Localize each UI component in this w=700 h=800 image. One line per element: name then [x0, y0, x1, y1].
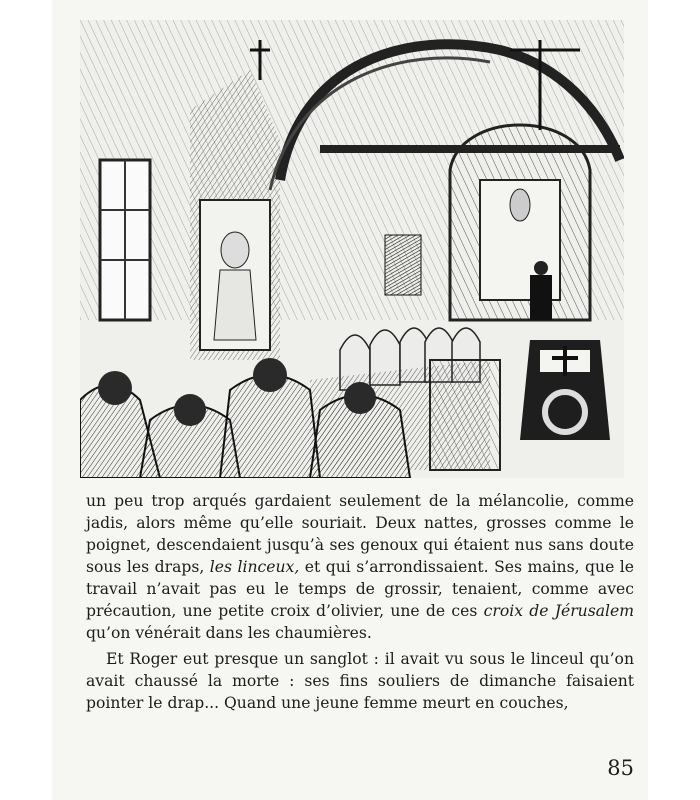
- body-text: [86, 490, 634, 714]
- paragraph-1-part-1: un peu trop arqués gardaient seulement de la mélancolie, comme jadis, alors même qu’elle souriait. Deux nattes, grosses comme le poignet, descendaient jusqu’à ses genoux qui étaient nus sans doute sous les draps,: [86, 492, 634, 576]
- italic-les-linceux: les linceux,: [209, 558, 300, 576]
- paragraph-1-part-3: qu’on vénérait dans les chaumières.: [86, 624, 372, 642]
- church-funeral-engraving: [80, 20, 624, 478]
- paragraph-1-part-2: et qui s’arrondissaient. Ses mains, que le travail n’avait pas eu le temps de grossir, tenaient, comme avec précaution, une petite croix d’olivier, une de ces: [86, 558, 634, 620]
- page-number: 85: [607, 756, 634, 780]
- paragraph-2: Et Roger eut presque un sanglot : il avait vu sous le linceul qu’on avait chaussé la morte : ses fins souliers de dimanche faisaient pointer le drap... Quand une jeune femme meurt en couches,: [86, 650, 634, 712]
- paragraph-1: [86, 490, 634, 644]
- italic-croix-de-jerusalem: croix de Jérusalem: [483, 602, 634, 620]
- book-page: [52, 0, 648, 800]
